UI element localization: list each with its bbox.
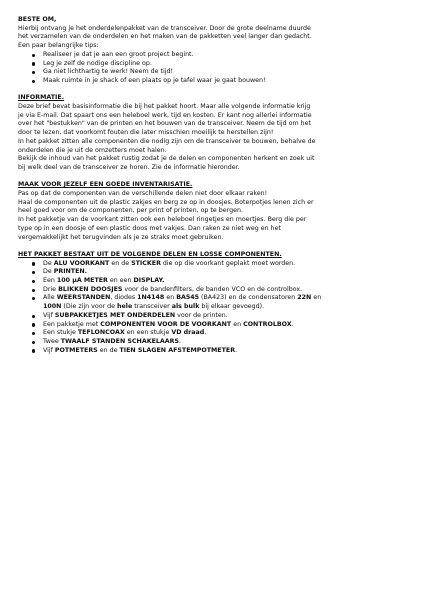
component-text: Een stukje (43, 329, 78, 337)
body-line: Hierbij ontvang je het onderdelenpakket van de transceiver. Door de grote deelname duurde (18, 24, 311, 32)
spacer (18, 242, 410, 251)
component-name: DISPLAY. (133, 277, 165, 285)
component-name: hele (117, 303, 133, 311)
component-text: , diodes (110, 294, 138, 302)
component-text: en (164, 294, 177, 302)
tip-item: Realiseer je dat je aan een groot project begint. (18, 51, 410, 60)
component-text: Twee (43, 337, 61, 345)
component-item (18, 286, 410, 295)
body-line: het verzamelen van de onderdelen en het maken van de pakketten veel langer dan gedacht. (18, 33, 312, 41)
component-text: bij elkaar gevoegd). (199, 303, 265, 311)
component-text: (Die zijn voor de (61, 303, 118, 311)
component-text: Vijf (43, 346, 55, 354)
component-item (18, 321, 410, 330)
component-text: en (231, 320, 244, 328)
body-line: door te lezen, dat voorkomt fouten die later misschien moeilijk te herstellen zijn! (18, 129, 274, 137)
component-name: TWAALF STANDEN SCHAKELAARS (60, 337, 180, 345)
body-line: In het pakket zitten alle componenten die nodig zijn om de transceiver te bouwen, behalve de (18, 137, 316, 145)
component-text: voor de printen. (175, 311, 228, 319)
component-name: TIEN SLAGEN AFSTEMPOTMETER (119, 346, 236, 354)
component-text: Vijf (43, 311, 55, 319)
component-item (18, 303, 410, 312)
tip-item: Ga niet lichthartig te werk! Neem de tijd! (18, 68, 410, 77)
component-text: . (204, 329, 207, 337)
component-item (18, 312, 410, 321)
component-text: en de (109, 259, 132, 267)
component-text: en de (97, 346, 120, 354)
component-name: WEERSTANDEN (56, 294, 111, 302)
component-name: 1N4148 (137, 294, 165, 302)
component-name: 100N (43, 303, 62, 311)
body-line: Pas op dat de componenten van de verschillende delen niet door elkaar raken! (18, 190, 268, 198)
component-text: (BA423) en de condensatoren (199, 294, 298, 302)
component-name: 100 µA METER (56, 277, 108, 285)
component-text: . (235, 346, 238, 354)
component-text: . (179, 337, 182, 345)
body-line: Deze brief bevat basisinformatie die bij het pakket hoort. Maar alle volgende informatie krijg (18, 103, 311, 111)
component-name: BA545 (176, 294, 200, 302)
component-name: BLIKKEN DOOSJES (58, 285, 123, 293)
component-name: CONTROLBOX (243, 320, 292, 328)
component-name: als bulk (171, 303, 200, 311)
component-item (18, 268, 410, 277)
component-name: PRINTEN. (53, 268, 88, 276)
contents-heading: HET PAKKET BESTAAT UIT DE VOLGENDE DELEN EN LOSSE COMPONENTEN. (18, 250, 282, 258)
component-name: POTMETERS (54, 346, 98, 354)
body-line: type op in een doosje of een plastic doos met vakjes. Dan raken ze niet weg en het (18, 224, 281, 232)
component-item (18, 338, 410, 347)
contents-list (18, 260, 410, 356)
component-text: . (291, 320, 294, 328)
component-item (18, 294, 410, 303)
component-item (18, 347, 410, 356)
body-line: Een paar belangrijke tips: (18, 42, 99, 50)
component-name: TEFLONCOAX (77, 329, 125, 337)
component-text: en een stukje (124, 329, 172, 337)
component-text: en een (107, 277, 134, 285)
component-text: voor de bandenfilters, de banden VCO en de controlbox. (122, 285, 303, 293)
component-item (18, 277, 410, 286)
tip-item: Leg je zelf de nodige discipline op. (18, 60, 410, 69)
greeting-heading: BESTE OM, (18, 16, 57, 23)
body-line: heel goed voor om de componenten, per print of printen, op te bergen. (18, 207, 243, 215)
component-text: De (43, 268, 54, 276)
component-text: Een pakketje met (43, 320, 101, 328)
component-name: ALU VOORKANT (53, 259, 110, 267)
component-text: en (311, 294, 322, 302)
component-name: 22N (297, 294, 312, 302)
component-text: Alle (43, 294, 57, 302)
component-item (18, 329, 410, 338)
component-text: Drie (43, 285, 59, 293)
component-name: COMPONENTEN VOOR DE VOORKANT (100, 320, 232, 328)
inventory-heading: MAAK VOOR JEZELF EEN GOEDE INVENTARISATIE. (18, 181, 193, 189)
component-text: die op die voorkant geplakt moet worden. (160, 259, 296, 267)
body-line: bij welk deel van de transceiver ze horen. Zie de informatie hieronder. (18, 163, 240, 171)
body-line: Bekijk de inhoud van het pakket rustig zodat je de delen en componenten herkent en zoek uit (18, 155, 315, 163)
component-text: De (43, 259, 54, 267)
component-item (18, 260, 410, 269)
tips-list (18, 51, 410, 86)
component-name: STICKER (131, 259, 161, 267)
body-line: vergemakkelijkt het terugvinden als je ze straks moet gebruiken. (18, 233, 224, 241)
spacer (18, 86, 410, 95)
component-name: SUBPAKKETJES MET ONDERDELEN (54, 311, 176, 319)
body-line: onderdelen die je uit de omzetters moet halen. (18, 146, 167, 154)
body-line: In het pakketje van de voorkant zitten ook een heleboel ringetjes en moertjes. Berg die per (18, 216, 307, 224)
info-heading: INFORMATIE. (18, 94, 65, 102)
body-line: je via E-mail. Dat spaart ons een heleboel werk, tijd en kosten. Er kant nog allerlei informatie (18, 111, 312, 119)
component-name: VD draad (171, 329, 205, 337)
letter-page (18, 16, 410, 355)
spacer (18, 173, 410, 182)
component-text: Een (43, 277, 57, 285)
body-line: over het "bestukken" van de printen en het bouwen van de transceiver. Neem de tijd om het (18, 120, 311, 128)
component-text: transceiver (132, 303, 172, 311)
tip-item: Maak ruimte in je shack of een plaats op je tafel waar je gaat bouwen! (18, 77, 410, 86)
body-line: Haal de componenten uit de plastic zakjes en berg ze op in doosjes. Boterpotjes lenen zich er (18, 198, 314, 206)
